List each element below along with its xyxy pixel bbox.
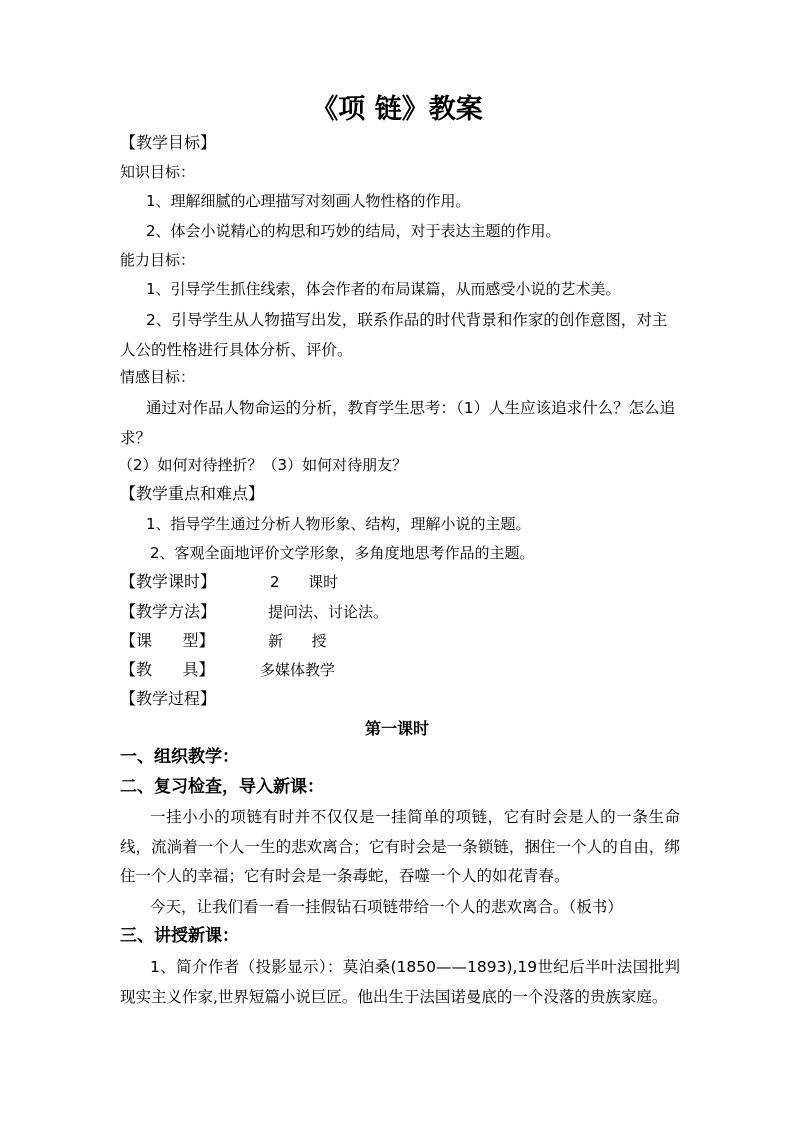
author-paragraph: 1、简介作者（投影显示）：莫泊桑(1850——1893),19世纪后半叶法国批判现实主义作家,世界短篇小说巨匠。他出生于法国诺曼底的一个没落的贵族家庭。	[120, 958, 680, 1006]
meta-value-hours: 2 课时	[270, 573, 339, 591]
intro-paragraph: 一挂小小的项链有时并不仅仅是一挂简单的项链，它有时会是人的一条生命线，流淌着一个人一生的悲欢离合；它有时会是一条锁链，捆住一个人的自由，绑住一个人的幸福；它有时会是一条毒蛇，吞噬一个人的如花青春。	[120, 808, 680, 885]
intro-paragraph-2: 今天，让我们看一看一挂假钻石项链带给一个人的悲欢离合。（板书）	[150, 898, 623, 916]
section-1-heading: 一、组织教学：	[120, 747, 239, 767]
key-item-2: 2、客观全面地评价文学形象，多角度地思考作品的主题。	[150, 544, 535, 562]
knowledge-item-2: 2、体会小说精心的构思和巧妙的结局，对于表达主题的作用。	[146, 222, 561, 240]
knowledge-item-1: 1、理解细腻的心理描写对刻画人物性格的作用。	[146, 192, 471, 210]
emotion-label: 情感目标：	[120, 368, 196, 386]
ability-item-1: 1、引导学生抓住线索，体会作者的布局谋篇，从而感受小说的艺术美。	[146, 280, 621, 298]
meta-label-tools: 【教 具】	[120, 660, 215, 679]
key-item-1: 1、指导学生通过分析人物形象、结构，理解小说的主题。	[146, 515, 531, 533]
section-3-heading: 三、讲授新课：	[120, 926, 239, 946]
document-title: 《项 链》教案	[311, 94, 483, 125]
emotion-text-2: （2）如何对待挫折？（3）如何对待朋友？	[118, 456, 408, 474]
meta-value-tools: 多媒体教学	[260, 661, 336, 679]
key-heading: 【教学重点和难点】	[120, 484, 265, 503]
meta-label-type: 【课 型】	[120, 631, 215, 650]
meta-value-type: 新 授	[268, 632, 327, 650]
meta-label-method: 【教学方法】	[120, 602, 217, 621]
lesson-title: 第一课时	[364, 719, 429, 738]
goals-heading: 【教学目标】	[120, 133, 217, 152]
meta-label-hours: 【教学课时】	[120, 572, 217, 591]
emotion-text: 通过对作品人物命运的分析，教育学生思考：（1）人生应该追求什么？怎么追求？	[120, 399, 676, 447]
ability-label: 能力目标：	[120, 251, 196, 269]
meta-value-method: 提问法、讨论法。	[268, 603, 389, 621]
process-heading: 【教学过程】	[120, 689, 217, 708]
ability-item-2: 2、引导学生从人物描写出发，联系作品的时代背景和作家的创作意图，对主人公的性格进行具体分析、评价。	[120, 311, 668, 359]
knowledge-label: 知识目标：	[120, 163, 196, 181]
section-2-heading: 二、复习检查，导入新课：	[120, 777, 324, 797]
